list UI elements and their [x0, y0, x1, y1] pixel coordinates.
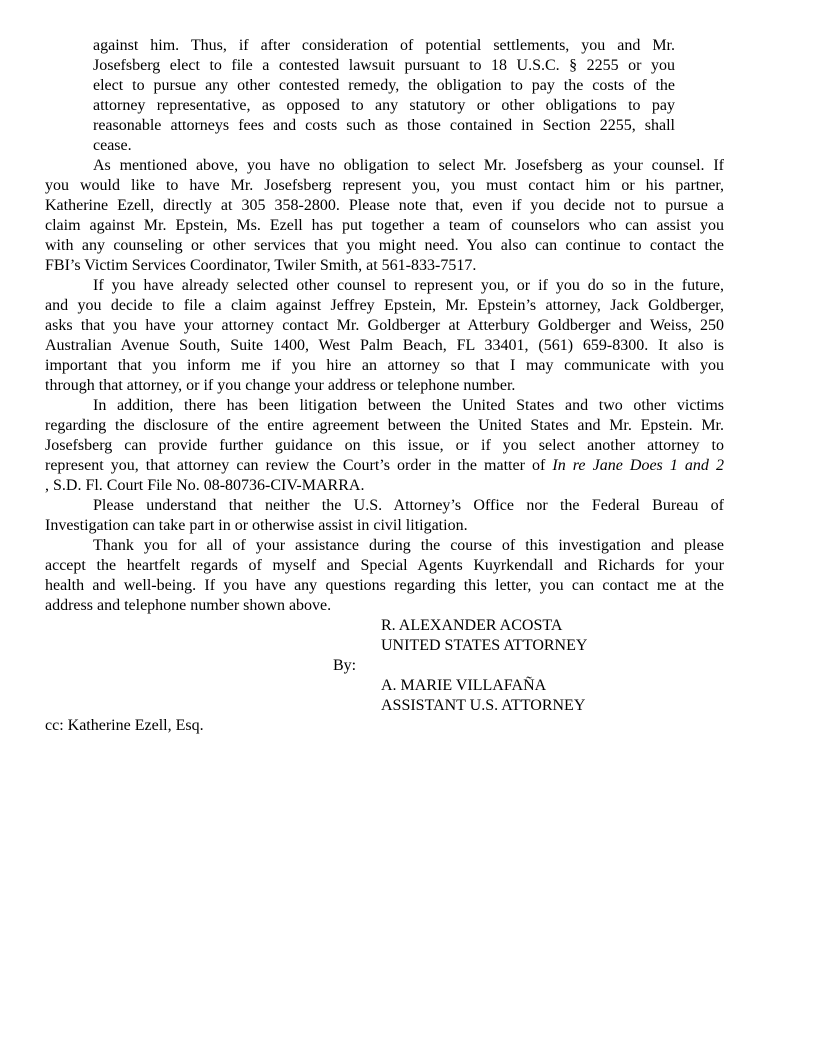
paragraph-line: asks that you have your attorney contact Mr. Goldberger at Atterbury Goldberger and Weiss, 250	[45, 317, 724, 334]
paragraph-line	[45, 456, 724, 476]
paragraph-line: , S.D. Fl. Court File No. 08-80736-CIV-MARRA.	[45, 477, 365, 494]
paragraph-line: In addition, there has been litigation between the United States and two other victims	[93, 397, 724, 414]
paragraph-line: health and well-being. If you have any questions regarding this letter, you can contact me at the	[45, 577, 724, 594]
quoted-line: cease.	[93, 137, 132, 154]
by-label: By:	[333, 657, 357, 674]
paragraph-line: Please understand that neither the U.S. Attorney’s Office nor the Federal Bureau of	[93, 497, 724, 514]
paragraph-line: Australian Avenue South, Suite 1400, West Palm Beach, FL 33401, (561) 659-8300. It also is	[45, 337, 724, 354]
paragraph-line: with any counseling or other services that you might need. You also can continue to contact the	[45, 237, 724, 254]
paragraph-line: important that you inform me if you hire an attorney so that I may communicate with you	[45, 357, 724, 374]
quoted-line: Josefsberg elect to file a contested lawsuit pursuant to 18 U.S.C. § 2255 or you	[93, 57, 675, 74]
quoted-line: reasonable attorneys fees and costs such as those contained in Section 2255, shall	[93, 117, 675, 134]
paragraph-line: accept the heartfelt regards of myself and Special Agents Kuyrkendall and Richards for your	[45, 557, 724, 574]
assistant-title: ASSISTANT U.S. ATTORNEY	[381, 697, 586, 714]
paragraph-line: Thank you for all of your assistance during the course of this investigation and please	[93, 537, 724, 554]
paragraph-line: through that attorney, or if you change your address or telephone number.	[45, 377, 516, 394]
paragraph-line: you would like to have Mr. Josefsberg represent you, you must contact him or his partner,	[45, 177, 724, 194]
paragraph-line: FBI’s Victim Services Coordinator, Twiler Smith, at 561-833-7517.	[45, 257, 477, 274]
paragraph-line: address and telephone number shown above.	[45, 597, 332, 614]
paragraph-line: If you have already selected other counsel to represent you, or if you do so in the future,	[93, 277, 724, 294]
assistant-name: A. MARIE VILLAFAÑA	[381, 677, 547, 694]
paragraph-line: As mentioned above, you have no obligation to select Mr. Josefsberg as your counsel. If	[93, 157, 724, 174]
us-attorney-title: UNITED STATES ATTORNEY	[381, 637, 588, 654]
paragraph-line: Katherine Ezell, directly at 305 358-2800. Please note that, even if you decide not to pursue a	[45, 197, 724, 214]
paragraph-line: regarding the disclosure of the entire agreement between the United States and Mr. Epstein. Mr.	[45, 417, 724, 434]
quoted-line: attorney representative, as opposed to any statutory or other obligations to pay	[93, 97, 675, 114]
quoted-line: against him. Thus, if after consideration of potential settlements, you and Mr.	[93, 37, 675, 54]
paragraph-line: and you decide to file a claim against Jeffrey Epstein, Mr. Epstein’s attorney, Jack Goldberger,	[45, 297, 724, 314]
us-attorney-name: R. ALEXANDER ACOSTA	[381, 617, 563, 634]
paragraph-line: Josefsberg can provide further guidance on this issue, or if you select another attorney to	[45, 437, 724, 454]
quoted-line: elect to pursue any other contested remedy, the obligation to pay the costs of the	[93, 77, 675, 94]
cc-line: cc: Katherine Ezell, Esq.	[45, 717, 204, 734]
litigation-line-text: represent you, that attorney can review the Court’s order in the matter of	[45, 457, 553, 474]
case-name: In re Jane Does 1 and 2	[552, 457, 724, 474]
paragraph-line: claim against Mr. Epstein, Ms. Ezell has put together a team of counselors who can assist you	[45, 217, 724, 234]
paragraph-line: Investigation can take part in or otherwise assist in civil litigation.	[45, 517, 468, 534]
